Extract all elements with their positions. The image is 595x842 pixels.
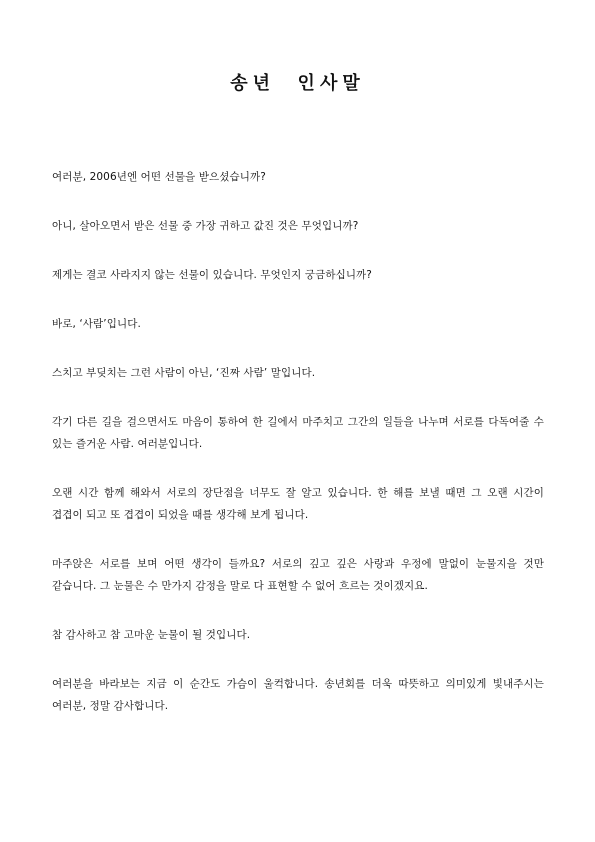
letter-body — [52, 166, 544, 744]
paragraph-1: 여러분, 2006년엔 어떤 선물을 받으셨습니까? — [52, 171, 266, 183]
paragraph-8: 마주앉은 서로를 보며 어떤 생각이 들까요? 서로의 깊고 깊은 사랑과 우정에 말없이 눈물지을 것만 같습니다. 그 눈물은 수 만가지 감정을 말로 다 표현할 수 없어 흐르는 것이겠지요. — [52, 558, 544, 592]
paragraph-9: 참 감사하고 참 고마운 눈물이 될 것입니다. — [52, 629, 251, 641]
page-title: 송년 인사말 — [230, 73, 365, 94]
paragraph-5: 스치고 부딪치는 그런 사람이 아닌, ‘진짜 사람’ 말입니다. — [52, 367, 316, 379]
paragraph-7: 오랜 시간 함께 해와서 서로의 장단점을 너무도 잘 알고 있습니다. 한 해를 보낼 때면 그 오랜 시간이 겹겹이 되고 또 겹겹이 되었을 때를 생각해 보게 됩니다. — [52, 487, 544, 521]
paragraph-4: 바로, ‘사람’입니다. — [52, 318, 141, 330]
paragraph-6: 각기 다른 길을 걸으면서도 마음이 통하여 한 길에서 마주치고 그간의 일들을 나누며 서로를 다독여줄 수 있는 즐거운 사람. 여러분입니다. — [52, 416, 544, 450]
paragraph-10: 여러분을 바라보는 지금 이 순간도 가슴이 울컥합니다. 송년회를 더욱 따뜻하고 의미있게 빛내주시는 여러분, 정말 감사합니다. — [52, 678, 544, 712]
paragraph-3: 제게는 결코 사라지지 않는 선물이 있습니다. 무엇인지 궁금하십니까? — [52, 269, 372, 281]
paragraph-2: 아니, 살아오면서 받은 선물 중 가장 귀하고 값진 것은 무엇입니까? — [52, 220, 359, 232]
